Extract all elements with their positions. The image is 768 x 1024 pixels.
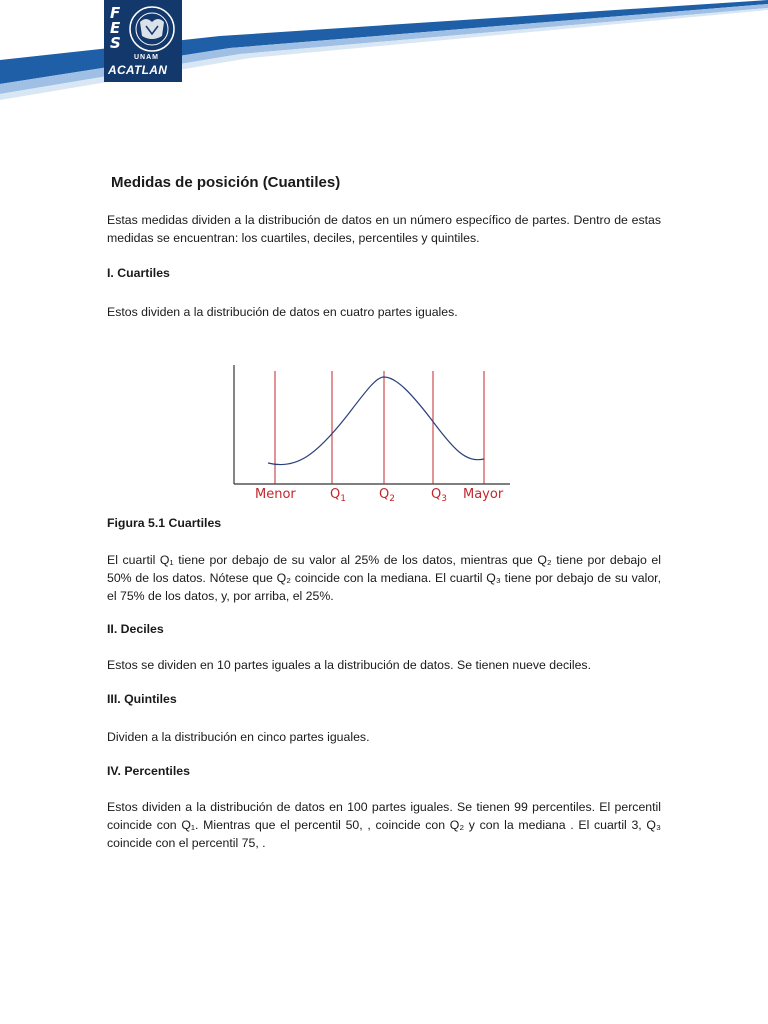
page-title: Medidas de posición (Cuantiles) bbox=[111, 174, 341, 191]
label-q1: $Q_1$ bbox=[330, 487, 346, 504]
figure-caption: Figura 5.1 Cuartiles bbox=[107, 516, 222, 530]
section-heading-deciles: II. Deciles bbox=[107, 622, 164, 636]
section-heading-cuartiles: I. Cuartiles bbox=[107, 266, 170, 280]
section-percentiles bbox=[107, 764, 661, 778]
section-heading-percentiles: IV. Percentiles bbox=[107, 764, 190, 778]
fes-acatlan-logo bbox=[104, 0, 182, 82]
label-q3: $Q_3$ bbox=[431, 487, 447, 504]
quartiles-figure bbox=[226, 355, 512, 505]
label-q2: $Q_2$ bbox=[379, 487, 395, 504]
cuartiles-paragraph: Estos dividen a la distribución de datos en cuatro partes iguales. bbox=[107, 305, 458, 319]
logo-unam-text: UNAM bbox=[134, 54, 159, 61]
intro-block bbox=[107, 211, 661, 247]
percentiles-paragraph: Estos dividen a la distribución de datos en 100 partes iguales. Se tienen 99 percentiles. El percentil coincide con Q₁. Mientras que el percentil 50, , coincide con Q₂ y con la mediana . El cuartil 3, Q₃ coincide con el percentil 75, . bbox=[107, 800, 661, 850]
explanation-block bbox=[107, 551, 661, 605]
section-heading-quintiles: III. Quintiles bbox=[107, 692, 177, 706]
deciles-paragraph: Estos se dividen en 10 partes iguales a la distribución de datos. Se tienen nueve deciles. bbox=[107, 658, 591, 672]
label-mayor: Mayor bbox=[463, 487, 504, 502]
quintiles-paragraph: Dividen a la distribución en cinco partes iguales. bbox=[107, 730, 370, 744]
intro-paragraph: Estas medidas dividen a la distribución de datos en un número específico de partes. Dentro de estas medidas se encuentran: los cuartiles, deciles, percentiles y quintiles. bbox=[107, 213, 661, 245]
section-quintiles bbox=[107, 692, 661, 706]
percentiles-text-block bbox=[107, 798, 661, 852]
logo-letters: F E S bbox=[110, 4, 121, 52]
quintiles-text-block bbox=[107, 728, 661, 746]
label-menor: Menor bbox=[255, 487, 296, 502]
cuartiles-text-block bbox=[107, 303, 661, 321]
section-deciles bbox=[107, 622, 661, 636]
logo-acatlan-text: ACATLAN bbox=[108, 63, 168, 77]
explanation-paragraph: El cuartil Q₁ tiene por debajo de su valor al 25% de los datos, mientras que Q₂ tiene por debajo el 50% de los datos. Nótese que Q₂ coincide con la mediana. El cuartil Q₃ tiene por debajo de su valor, el 75% de los datos, y, por arriba, el 25%. bbox=[107, 553, 661, 603]
unam-seal-icon bbox=[126, 4, 178, 54]
bell-curve bbox=[268, 377, 484, 465]
deciles-text-block bbox=[107, 656, 661, 674]
section-cuartiles bbox=[107, 266, 661, 280]
figure-caption-block bbox=[107, 516, 661, 530]
